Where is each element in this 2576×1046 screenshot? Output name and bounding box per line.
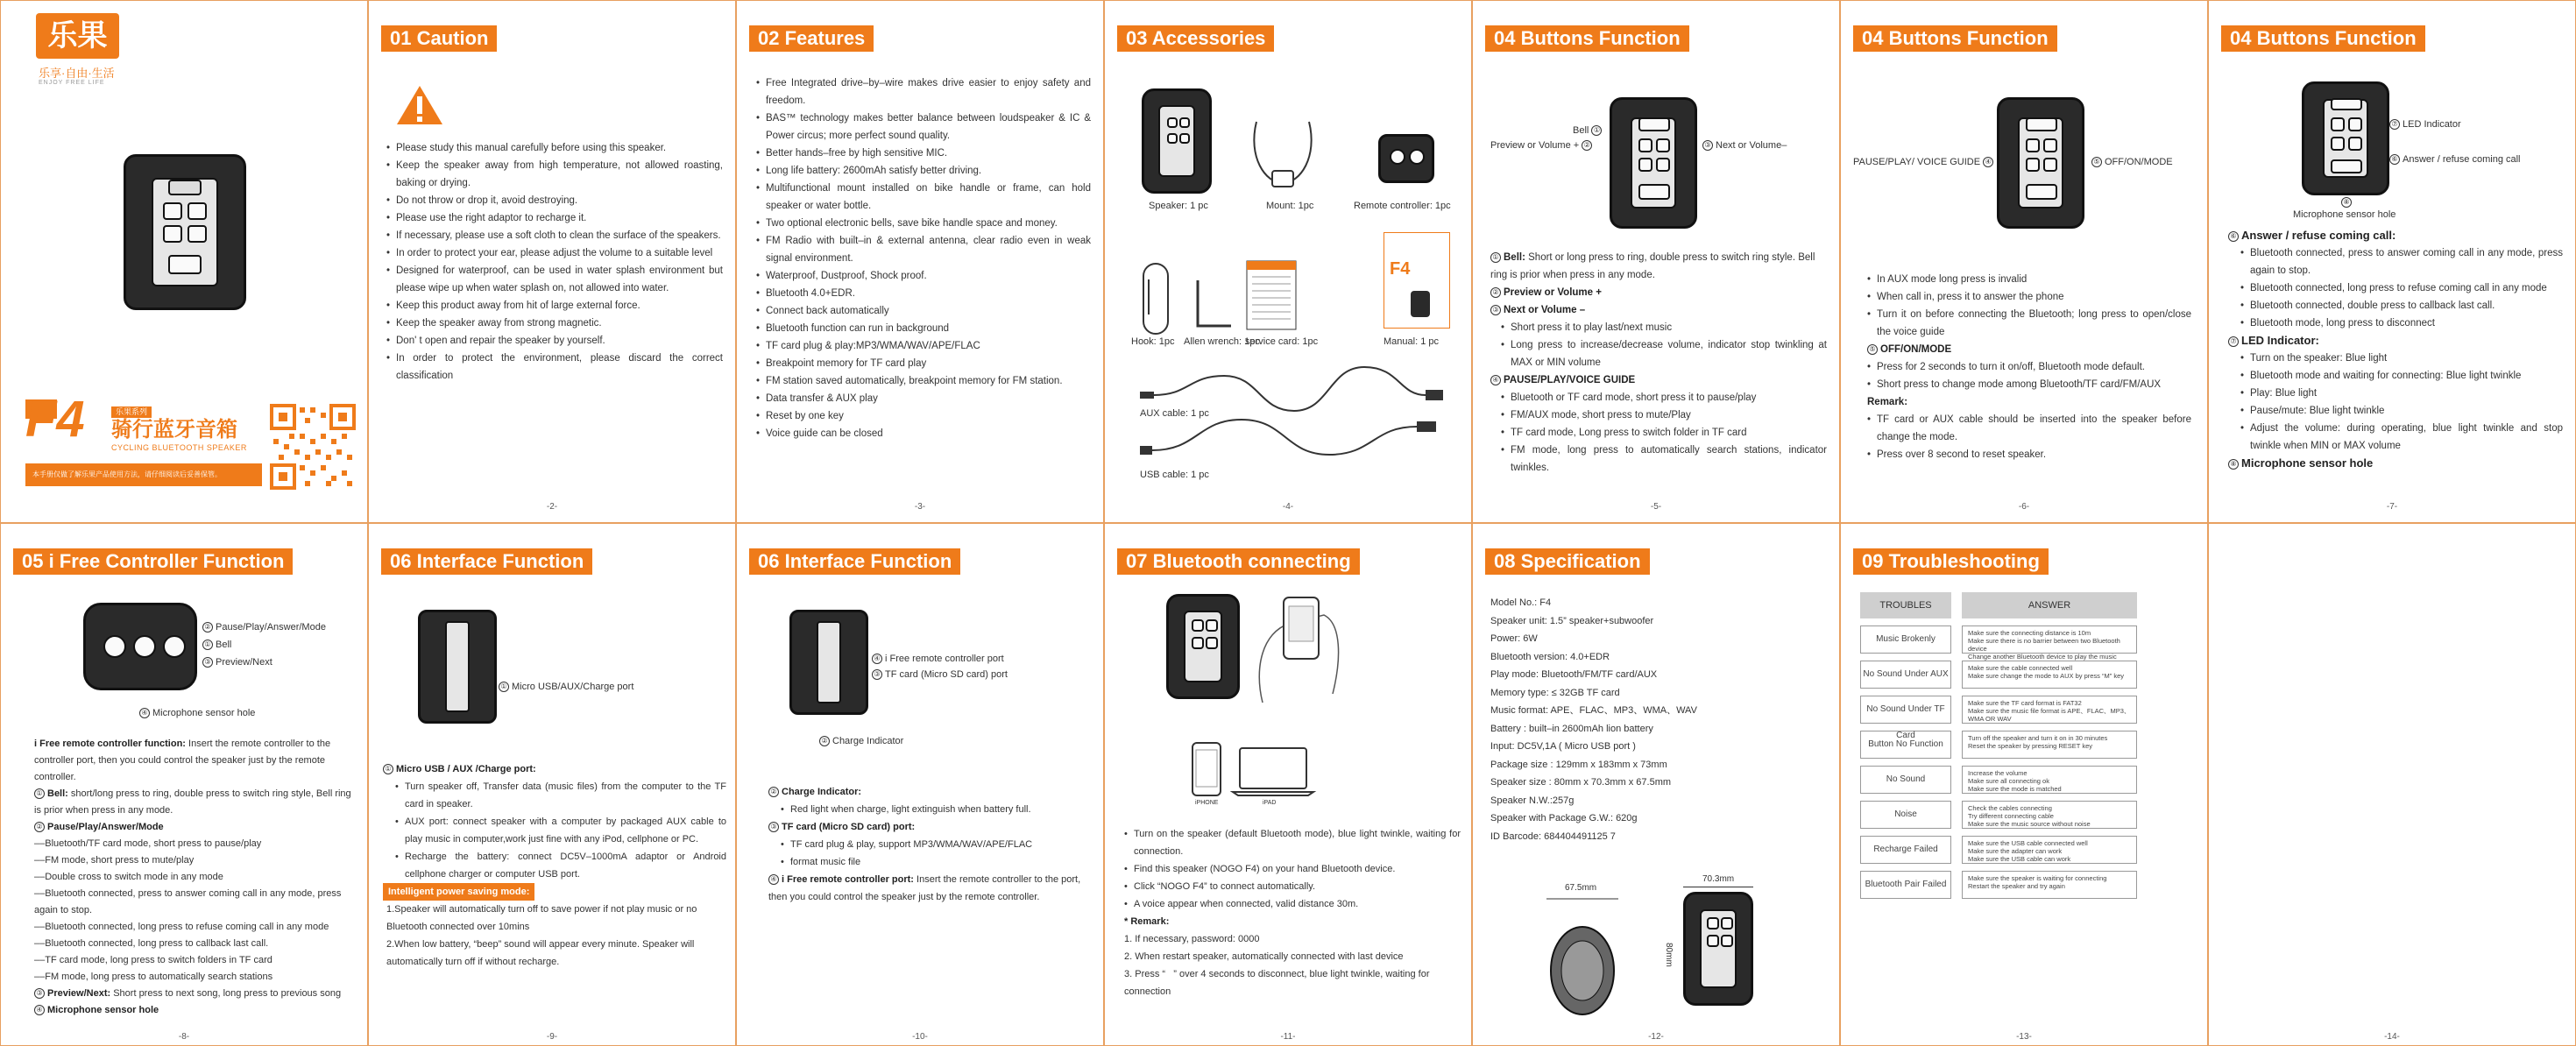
caution-item: • Do not throw or drop it, avoid destroying.	[386, 192, 723, 209]
registered-mark: ®	[110, 13, 118, 25]
remote-port-heading: i Free remote controller port:	[782, 874, 914, 885]
buttons-panel-1	[1472, 0, 1840, 523]
model-name: F4	[25, 391, 85, 448]
warning-icon	[395, 84, 444, 126]
specification-panel	[1472, 523, 1840, 1046]
interface-text-1	[383, 760, 726, 971]
buttons-text-1	[1490, 249, 1827, 477]
prev-volume-heading: Preview or Volume +	[1504, 287, 1602, 298]
trouble-cell: No Sound Under AUX	[1860, 661, 1951, 689]
bullet-item: • Red light when charge, light extinguish when battery full.	[781, 801, 1093, 818]
spec-item: ID Barcode: 684404491125 7	[1490, 830, 1616, 842]
iphone-label: iPHONE	[1195, 800, 1219, 806]
sub-item: ––TF card mode, long press to switch folders in TF card	[34, 955, 272, 965]
remark-item: 1. If necessary, password: 0000	[1124, 934, 1260, 944]
accessories-panel	[1104, 0, 1472, 523]
callout-number: ②	[819, 736, 830, 746]
speaker-side-illustration	[418, 610, 497, 724]
led-callout-text: LED Indicator	[2403, 119, 2461, 130]
interface-heading: 06 Interface Function	[381, 548, 592, 575]
spec-item: Speaker unit: 1.5” speaker+subwoofer	[1490, 615, 1654, 626]
remote-label: Remote controller: 1pc	[1354, 201, 1451, 211]
speaker-label: Speaker: 1 pc	[1149, 201, 1208, 211]
usb-port-callout	[499, 682, 633, 692]
remote-illustration	[1378, 134, 1434, 183]
table-row	[1860, 661, 2137, 689]
sub-item: ––Bluetooth/TF card mode, short press to pause/play	[34, 838, 262, 849]
power-saving-item: 1.Speaker will automatically turn off to save power if not play music or no Bluetooth connected over 10mins	[386, 904, 697, 932]
callout-number: ②	[1490, 287, 1501, 298]
callout-number: ⑧	[2228, 459, 2239, 470]
troubleshooting-panel	[1840, 523, 2208, 1046]
spec-item: Play mode: Bluetooth/FM/TF card/AUX	[1490, 669, 1658, 680]
bullet-item: • Bluetooth connected, double press to callback last call.	[2240, 297, 2563, 315]
mic-heading: Microphone sensor hole	[2241, 456, 2374, 470]
mic-callout: Microphone sensor hole	[2293, 209, 2396, 220]
bullet-item: • Play: Blue light	[2240, 385, 2563, 402]
callout-number: ③	[768, 822, 779, 832]
spec-item: Speaker size : 80mm x 70.3mm x 67.5mm	[1490, 777, 1672, 788]
bullet-item: • A voice appear when connected, valid distance 30m.	[1124, 895, 1461, 913]
bullet-item: • FM mode, long press to automatically search stations, indicator twinkles.	[1501, 442, 1827, 477]
answer-heading: Answer / refuse coming call:	[2241, 229, 2396, 242]
callout-number: ②	[1582, 140, 1592, 151]
spec-list	[1490, 594, 1823, 845]
buttons-text-3	[2228, 227, 2563, 472]
page-number: -6-	[2018, 502, 2030, 512]
tf-port-callout	[872, 669, 1008, 680]
bullet-item: • AUX port: connect speaker with a computer by packaged AUX cable to play music in computer,work just fine with any iPod, cellphone or PC.	[395, 813, 726, 848]
cover-panel	[0, 0, 368, 523]
bullet-item: • Recharge the battery: connect DC5V–1000mA adaptor or Android cellphone charger or computer USB port.	[395, 848, 726, 883]
remote-illustration	[83, 603, 197, 690]
charge-callout-text: Charge Indicator	[832, 736, 904, 746]
bell-callout	[1573, 125, 1604, 136]
feature-item: • Data transfer & AUX play	[756, 390, 1091, 407]
table-row	[1860, 871, 2137, 899]
bullet-item: • Click “NOGO F4” to connect automatically.	[1124, 878, 1461, 895]
usb-heading: Micro USB / AUX /Charge port:	[396, 764, 536, 774]
callout-number: ④	[1983, 157, 1993, 167]
remote-port-callout-text: i Free remote controller port	[885, 654, 1004, 664]
bullet-item: • TF card plug & play, support MP3/WMA/WAV/APE/FLAC	[781, 836, 1093, 853]
prev-volume-callout	[1490, 140, 1595, 151]
controller-heading: 05 i Free Controller Function	[13, 548, 293, 575]
preview-next-text: Short press to next song, long press to previous song	[113, 988, 342, 999]
callout-number: ③	[202, 657, 213, 668]
allen-wrench-illustration	[1192, 277, 1235, 331]
speaker-illustration	[1997, 97, 2084, 229]
charge-heading: Charge Indicator:	[782, 787, 862, 797]
caution-item: • Don' t open and repair the speaker by yourself.	[386, 332, 723, 350]
troubleshooting-heading: 09 Troubleshooting	[1853, 548, 2049, 575]
callout-number: ⑤	[1867, 344, 1878, 355]
buttons-text-2	[1867, 271, 2191, 463]
feature-item: • FM Radio with built–in & external antenna, clear radio even in weak signal environment.	[756, 232, 1091, 267]
page-number: -4-	[1282, 502, 1294, 512]
caution-panel	[368, 0, 736, 523]
preview-next-callout-text: Preview/Next	[216, 657, 272, 668]
answer-header: ANSWER	[1962, 592, 2137, 618]
page-number: -12-	[1648, 1032, 1664, 1042]
bullet-item: • Bluetooth connected, press to answer coming call in any mode, press again to stop.	[2240, 244, 2563, 279]
bullet-item: • Find this speaker (NOGO F4) on your hand Bluetooth device.	[1124, 860, 1461, 878]
remark-heading: Remark:	[1867, 397, 1908, 407]
callout-number: ①	[383, 764, 393, 774]
callout-number: ①	[1490, 252, 1501, 263]
bullet-item: • Bluetooth mode and waiting for connecting: Blue light twinkle	[2240, 367, 2563, 385]
service-card-illustration	[1245, 259, 1298, 331]
page-number: -2-	[546, 502, 558, 512]
callout-number: ③	[1702, 140, 1713, 151]
spec-item: Input: DC5V,1A ( Micro USB port )	[1490, 741, 1636, 752]
feature-item: • Bluetooth 4.0+EDR.	[756, 285, 1091, 302]
controller-panel	[0, 523, 368, 1046]
mic-callout	[139, 708, 255, 718]
mic-callout-number	[2341, 197, 2354, 208]
bullet-item: • Turn on the speaker (default Bluetooth mode), blue light twinkle, waiting for connection.	[1124, 825, 1461, 860]
remark-heading: * Remark:	[1124, 916, 1170, 927]
cover-note: 本手册仅做了解乐果产品使用方法，请仔细阅读后妥善保管。	[25, 463, 262, 486]
answer-cell: Make sure the cable connected well Make sure change the mode to AUX by press “M” key	[1962, 661, 2137, 689]
bullet-item: • When call in, press it to answer the phone	[1867, 288, 2191, 306]
speaker-illustration	[1166, 594, 1240, 699]
bell-heading: Bell:	[47, 788, 68, 799]
hand-phone-illustration	[1245, 589, 1350, 711]
remote-port-text: Insert the remote controller to the port, then you could control the speaker just by the remote controller.	[768, 874, 1081, 902]
card-label: service card: 1pc	[1245, 336, 1319, 347]
mount-label: Mount: 1pc	[1266, 201, 1314, 211]
caution-item: • Keep this product away from hit of large external force.	[386, 297, 723, 315]
power-saving-item: 2.When low battery, “beep” sound will appear every minute. Speaker will automatically turn off if without recharge.	[386, 939, 695, 967]
qr-code-image	[270, 404, 356, 490]
led-heading: LED Indicator:	[2241, 334, 2319, 347]
aux-label: AUX cable: 1 pc	[1140, 408, 1209, 419]
bullet-item: • TF card or AUX cable should be inserted into the speaker before change the mode.	[1867, 411, 2191, 446]
remote-port-callout	[872, 654, 1004, 664]
table-row	[1860, 836, 2137, 864]
buttons-panel-2	[1840, 0, 2208, 523]
caution-list	[386, 139, 723, 385]
intro-text: Insert the remote controller to the controller port, then you could control the speaker just by the remote controller.	[34, 739, 331, 782]
caution-item: • Please use the right adaptor to recharge it.	[386, 209, 723, 227]
features-panel	[736, 0, 1104, 523]
callout-number: ⑧	[2341, 197, 2352, 208]
hook-illustration	[1140, 262, 1171, 336]
caution-item: • Keep the speaker away from strong magnetic.	[386, 315, 723, 332]
callout-number: ②	[768, 787, 779, 797]
accessories-heading: 03 Accessories	[1117, 25, 1274, 52]
bullet-item: • Press for 2 seconds to turn it on/off, Bluetooth mode default.	[1867, 358, 2191, 376]
answer-cell: Make sure the connecting distance is 10m Make sure there is no barrier between two Bluetooth device Change another Bluetooth device to play the music	[1962, 625, 2137, 654]
feature-item: • Reset by one key	[756, 407, 1091, 425]
callout-number: ④	[34, 1005, 45, 1015]
next-volume-callout	[1702, 140, 1787, 151]
manual-label: Manual: 1 pc	[1384, 336, 1439, 347]
title-cn: 骑行蓝牙音箱	[111, 418, 237, 442]
ipad-illustration	[1231, 746, 1315, 797]
trouble-cell: Music Brokenly	[1860, 625, 1951, 654]
spec-item: Power: 6W	[1490, 633, 1538, 644]
callout-number: ③	[872, 669, 882, 680]
callout-number: ①	[1591, 125, 1602, 136]
page-number: -13-	[2016, 1032, 2032, 1042]
interface-panel-1	[368, 523, 736, 1046]
callout-number: ④	[768, 874, 779, 885]
preview-next-callout	[202, 657, 272, 668]
answer-cell: Check the cables connecting Try different connecting cable Make sure the music source without noise	[1962, 801, 2137, 829]
sub-item: ––Bluetooth connected, press to answer coming call in any mode, press again to stop.	[34, 888, 342, 915]
feature-item: • Bluetooth function can run in background	[756, 320, 1091, 337]
brand-logo-text: 乐果	[47, 18, 108, 53]
table-row	[1860, 731, 2137, 759]
controller-text	[34, 736, 358, 1019]
buttons-heading: 04 Buttons Function	[1853, 25, 2057, 52]
interface-heading: 06 Interface Function	[749, 548, 960, 575]
mic-heading: Microphone sensor hole	[47, 1005, 159, 1015]
callout-number: ⑥	[2228, 231, 2239, 242]
bullet-item: • Pause/mute: Blue light twinkle	[2240, 402, 2563, 420]
feature-item: • Better hands–free by high sensitive MIC.	[756, 145, 1091, 162]
trouble-cell: Button No Function	[1860, 731, 1951, 759]
sub-item: ––Double cross to switch mode in any mode	[34, 872, 223, 882]
answer-cell: Make sure the TF card format is FAT32 Make sure the music file format is APE、FLAC、MP3、WMA OR WAV	[1962, 696, 2137, 724]
brand-slogan-cn: 乐享·自由·生活	[39, 67, 115, 80]
caution-heading: 01 Caution	[381, 25, 497, 52]
trouble-cell: Bluetooth Pair Failed	[1860, 871, 1951, 899]
sub-item: ––FM mode, long press to automatically search stations	[34, 972, 273, 982]
bullet-item: • Turn it on before connecting the Bluetooth; long press to open/close the voice guide	[1867, 306, 2191, 341]
manual-illustration	[1384, 232, 1450, 329]
features-list	[756, 74, 1091, 442]
pause-play-callout	[1853, 157, 1996, 167]
feature-item: • FM station saved automatically, breakpoint memory for FM station.	[756, 372, 1091, 390]
bullet-item: • Short press it to play last/next music	[1501, 319, 1827, 336]
feature-item: • TF card plug & play:MP3/WMA/WAV/APE/FLAC	[756, 337, 1091, 355]
led-callout	[2389, 119, 2461, 130]
spec-item: Speaker N.W.:257g	[1490, 795, 1575, 806]
answer-cell: Turn off the speaker and turn it on in 30 minutes Reset the speaker by pressing RESET key	[1962, 731, 2137, 759]
title-en: CYCLING BLUETOOTH SPEAKER	[111, 443, 247, 452]
troubles-header: TROUBLES	[1860, 592, 1951, 618]
feature-item: • Waterproof, Dustproof, Shock proof.	[756, 267, 1091, 285]
manual-model-text: F4	[1390, 259, 1411, 279]
off-on-heading: OFF/ON/MODE	[1880, 344, 1952, 355]
iphone-illustration	[1191, 741, 1222, 797]
next-volume-heading: Next or Volume –	[1504, 305, 1586, 315]
pause-play-callout-text: Pause/Play/Answer/Mode	[216, 622, 326, 633]
preview-next-heading: Preview/Next:	[47, 988, 111, 999]
answer-callout	[2389, 154, 2521, 165]
bluetooth-text	[1124, 825, 1461, 1000]
feature-item: • Voice guide can be closed	[756, 425, 1091, 442]
feature-item: • Long life battery: 2600mAh satisfy better driving.	[756, 162, 1091, 180]
callout-number: ④	[1490, 375, 1501, 385]
feature-item: • Connect back automatically	[756, 302, 1091, 320]
answer-callout-text: Answer / refuse coming call	[2403, 154, 2521, 165]
bell-text: short/long press to ring, double press to switch ring style, Bell ring is prior when press in any mode.	[34, 788, 351, 816]
feature-item: • Multifunctional mount installed on bike handle or frame, can hold speaker or water bottle.	[756, 180, 1091, 215]
series-badge: 乐果系列	[111, 406, 152, 418]
brand-slogan-en: ENJOY FREE LIFE	[39, 80, 105, 86]
sub-item: ––Bluetooth connected, long press to callback last call.	[34, 938, 269, 949]
tf-heading: TF card (Micro SD card) port:	[782, 822, 916, 832]
depth-dimension: 70.3mm	[1702, 874, 1735, 884]
bullet-item: • Press over 8 second to reset speaker.	[1867, 446, 2191, 463]
page-number: -5-	[1650, 502, 1662, 512]
pause-play-heading: PAUSE/PLAY/VOICE GUIDE	[1504, 375, 1636, 385]
table-row	[1860, 625, 2137, 654]
caution-item: • In order to protect your ear, please adjust the volume to a suitable level	[386, 244, 723, 262]
bullet-item: • Short press to change mode among Bluetooth/TF card/FM/AUX	[1867, 376, 2191, 393]
callout-number: ⑦	[2389, 119, 2400, 130]
callout-number: ①	[34, 788, 45, 799]
answer-cell: Make sure the USB cable connected well Make sure the adapter can work Make sure the USB cable can work	[1962, 836, 2137, 864]
callout-number: ③	[1490, 305, 1501, 315]
spec-item: Package size : 129mm x 183mm x 73mm	[1490, 759, 1667, 770]
bell-heading: Bell:	[1504, 252, 1525, 263]
bullet-item: • Long press to increase/decrease volume, indicator stop twinkling at MAX or MIN volume	[1501, 336, 1827, 371]
wrench-label: Allen wrench: 1pc	[1184, 336, 1260, 347]
hook-label: Hook: 1pc	[1131, 336, 1175, 347]
next-volume-callout-text: Next or Volume–	[1716, 140, 1787, 151]
trouble-cell: No Sound	[1860, 766, 1951, 794]
interface-text-2	[768, 783, 1093, 906]
troubleshooting-table	[1860, 585, 2137, 906]
callout-number: ①	[499, 682, 509, 692]
callout-number: ③	[34, 988, 45, 999]
page-number: -11-	[1280, 1032, 1296, 1042]
speaker-side-illustration	[789, 610, 868, 715]
table-row	[1860, 801, 2137, 829]
bell-callout-text: Bell	[1573, 125, 1589, 136]
bluetooth-heading: 07 Bluetooth connecting	[1117, 548, 1360, 575]
pause-play-callout-text: PAUSE/PLAY/ VOICE GUIDE	[1853, 157, 1981, 167]
page-number: -10-	[912, 1032, 928, 1042]
mount-illustration	[1248, 113, 1318, 192]
bullet-item: • In AUX mode long press is invalid	[1867, 271, 2191, 288]
page-number: -9-	[546, 1032, 558, 1042]
usb-port-callout-text: Micro USB/AUX/Charge port	[512, 682, 634, 692]
spec-item: Battery : built–in 2600mAh lion battery	[1490, 723, 1653, 734]
feature-item: • Breakpoint memory for TF card play	[756, 355, 1091, 372]
sub-item: ––FM mode, short press to mute/play	[34, 855, 195, 866]
off-on-callout	[2091, 157, 2173, 167]
spec-item: Memory type: ≤ 32GB TF card	[1490, 687, 1620, 698]
bullet-item: • format music file	[781, 853, 1093, 871]
remark-item: 3. Press “ ” over 4 seconds to disconnect, blue light twinkle, waiting for connection	[1124, 969, 1430, 997]
interface-panel-2	[736, 523, 1104, 1046]
charge-callout	[819, 736, 903, 746]
page-number: -3-	[914, 502, 926, 512]
sub-item: ––Bluetooth connected, long press to refuse coming call in any mode	[34, 922, 329, 932]
buttons-heading: 04 Buttons Function	[1485, 25, 1689, 52]
caution-item: • In order to protect the environment, please discard the correct classification	[386, 350, 723, 385]
callout-number: ⑥	[2389, 154, 2400, 165]
bullet-item: • FM/AUX mode, short press to mute/Play	[1501, 406, 1827, 424]
feature-item: • Two optional electronic bells, save bike handle space and money.	[756, 215, 1091, 232]
spec-item: Model No.: F4	[1490, 597, 1552, 608]
spec-item: Music format: APE、FLAC、MP3、WMA、WAV	[1490, 705, 1697, 716]
speaker-illustration	[1610, 97, 1697, 229]
bullet-item: • Bluetooth connected, long press to refuse coming call in any mode	[2240, 279, 2563, 297]
trouble-cell: No Sound Under TF Card	[1860, 696, 1951, 724]
caution-item: • Please study this manual carefully before using this speaker.	[386, 139, 723, 157]
pause-play-heading: Pause/Play/Answer/Mode	[47, 822, 164, 832]
tf-port-callout-text: TF card (Micro SD card) port	[885, 669, 1008, 680]
trouble-cell: Recharge Failed	[1860, 836, 1951, 864]
trouble-cell: Noise	[1860, 801, 1951, 829]
callout-number: ⑦	[2228, 336, 2239, 347]
bullet-item: • Adjust the volume: during operating, blue light twinkle and stop twinkle when MIN or MAX volume	[2240, 420, 2563, 455]
caution-item: • Designed for waterproof, can be used in water splash environment but please wipe up when water splash on, not allowed into water.	[386, 262, 723, 297]
callout-number: ④	[139, 708, 150, 718]
width-dimension: 67.5mm	[1565, 883, 1597, 893]
callout-number: ②	[202, 622, 213, 633]
speaker-illustration	[1142, 88, 1212, 194]
bluetooth-panel	[1104, 523, 1472, 1046]
caution-item: • If necessary, please use a soft cloth to clean the surface of the speakers.	[386, 227, 723, 244]
feature-item: • Free Integrated drive–by–wire makes drive easier to enjoy safety and freedom.	[756, 74, 1091, 110]
ipad-label: iPAD	[1263, 800, 1277, 806]
page-number: -14-	[2384, 1032, 2400, 1042]
speaker-illustration	[124, 154, 246, 310]
remark-item: 2. When restart speaker, automatically connected with last device	[1124, 951, 1404, 962]
intro-heading: i Free remote controller function:	[34, 739, 186, 749]
answer-cell: Increase the volume Make sure all connecting ok Make sure the mode is matched	[1962, 766, 2137, 794]
callout-number: ④	[872, 654, 882, 664]
mic-callout-text: Microphone sensor hole	[152, 708, 256, 718]
spec-item: Bluetooth version: 4.0+EDR	[1490, 651, 1610, 662]
table-row	[1860, 766, 2137, 794]
bell-callout	[202, 640, 231, 650]
usb-label: USB cable: 1 pc	[1140, 470, 1209, 480]
blank-panel	[2208, 523, 2576, 1046]
callout-number: ②	[34, 822, 45, 832]
page-number: -8-	[178, 1032, 190, 1042]
bullet-item: • Turn on the speaker: Blue light	[2240, 350, 2563, 367]
caution-item: • Keep the speaker away from high temperature, not allowed roasting, baking or drying.	[386, 157, 723, 192]
buttons-heading: 04 Buttons Function	[2221, 25, 2425, 52]
callout-number: ⑤	[2091, 157, 2102, 167]
speaker-front-view	[1683, 892, 1753, 1006]
specification-heading: 08 Specification	[1485, 548, 1650, 575]
brand-logo	[36, 13, 119, 59]
pause-play-callout	[202, 622, 326, 633]
callout-number: ①	[202, 640, 213, 650]
answer-cell: Make sure the speaker is waiting for connecting Restart the speaker and try again	[1962, 871, 2137, 899]
bell-callout-text: Bell	[216, 640, 232, 650]
power-saving-badge: Intelligent power saving mode:	[383, 883, 534, 901]
speaker-illustration	[2302, 81, 2389, 195]
height-dimension: 80mm	[1664, 943, 1674, 967]
speaker-top-view	[1543, 892, 1622, 1023]
features-heading: 02 Features	[749, 25, 874, 52]
bullet-item: • Bluetooth mode, long press to disconnect	[2240, 315, 2563, 332]
prev-volume-callout-text: Preview or Volume +	[1490, 140, 1580, 151]
bullet-item: • TF card mode, Long press to switch folder in TF card	[1501, 424, 1827, 442]
spec-item: Speaker with Package G.W.: 620g	[1490, 813, 1638, 823]
bell-text: Short or long press to ring, double press to switch ring style. Bell ring is prior when press in any mode.	[1490, 252, 1815, 280]
table-row	[1860, 696, 2137, 724]
buttons-panel-3	[2208, 0, 2576, 523]
bullet-item: • Turn speaker off, Transfer data (music files) from the computer to the TF card in speaker.	[395, 778, 726, 813]
off-on-callout-text: OFF/ON/MODE	[2105, 157, 2173, 167]
page-number: -7-	[2386, 502, 2398, 512]
bullet-item: • Bluetooth or TF card mode, short press it to pause/play	[1501, 389, 1827, 406]
feature-item: • BAS™ technology makes better balance between loudspeaker & IC & Power circus; more perfect sound quality.	[756, 110, 1091, 145]
